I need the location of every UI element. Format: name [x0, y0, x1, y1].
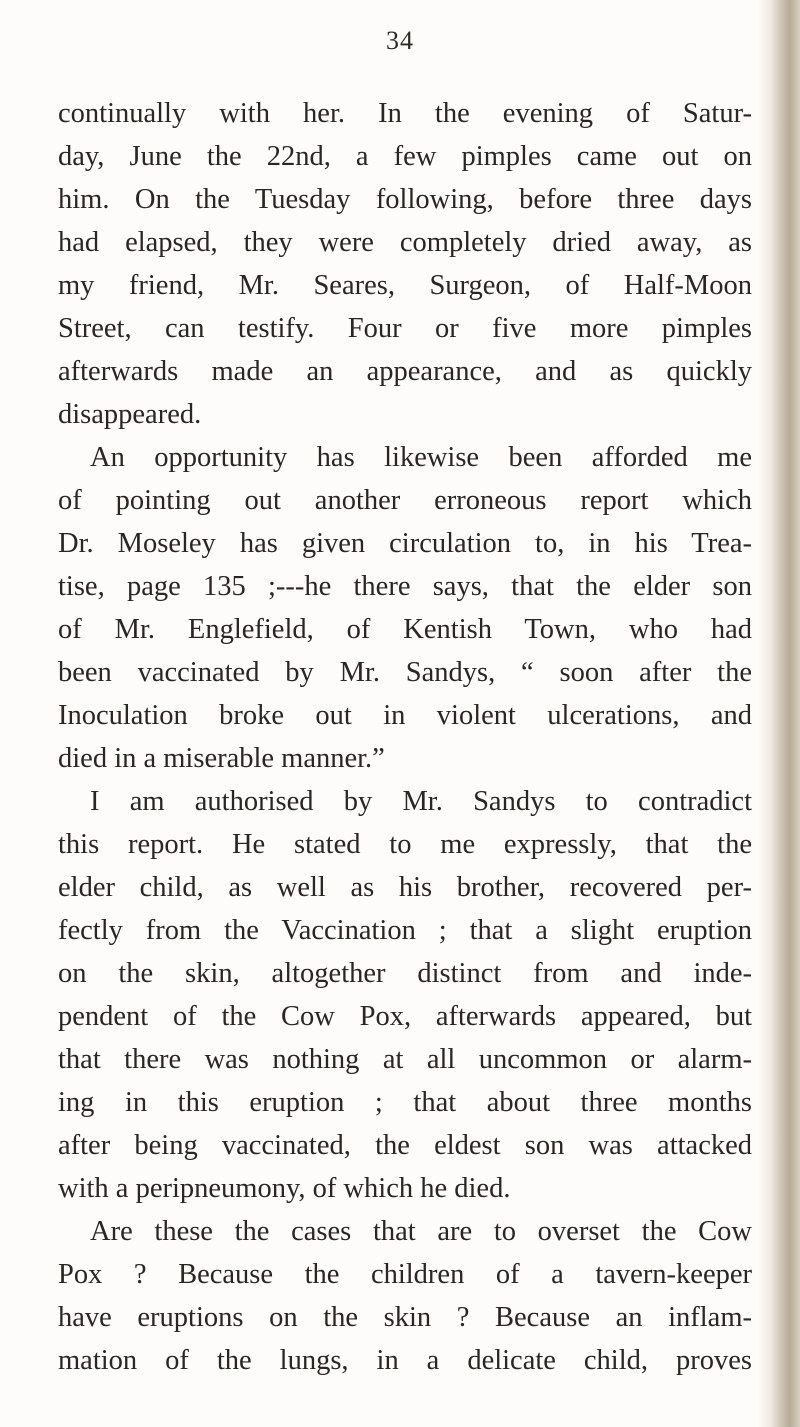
page-edge-shadow	[758, 0, 800, 1427]
text-line: An opportunity has likewise been afforded me	[90, 442, 752, 473]
page-number: 34	[386, 26, 414, 55]
text-line: on the skin, altogether distinct from and inde-	[58, 958, 752, 989]
text-line: of Mr. Englefield, of Kentish Town, who had	[58, 614, 752, 645]
text-line: Are these the cases that are to overset the Cow	[90, 1216, 752, 1247]
text-line: Inoculation broke out in violent ulcerations, and	[58, 700, 752, 731]
text-line: that there was nothing at all uncommon or alarm-	[58, 1044, 752, 1075]
text-line: tise, page 135 ;---he there says, that the elder son	[58, 571, 752, 602]
text-line: had elapsed, they were completely dried away, as	[58, 227, 752, 258]
text-line: of pointing out another erroneous report which	[58, 485, 752, 516]
text-line: this report. He stated to me expressly, that the	[58, 829, 752, 860]
body-text	[58, 92, 752, 1382]
text-line: ing in this eruption ; that about three months	[58, 1087, 752, 1118]
text-line: my friend, Mr. Seares, Surgeon, of Half-Moon	[58, 270, 752, 301]
text-line: pendent of the Cow Pox, afterwards appeared, but	[58, 1001, 752, 1032]
text-line: elder child, as well as his brother, recovered per-	[58, 872, 752, 903]
text-line: mation of the lungs, in a delicate child, proves	[58, 1345, 752, 1376]
text-line: died in a miserable manner.”	[58, 743, 385, 774]
text-line: with a peripneumony, of which he died.	[58, 1173, 511, 1204]
text-line: disappeared.	[58, 399, 202, 430]
text-line: Dr. Moseley has given circulation to, in his Trea-	[58, 528, 752, 559]
text-line: after being vaccinated, the eldest son was attacked	[58, 1130, 752, 1161]
text-line: afterwards made an appearance, and as quickly	[58, 356, 752, 387]
text-line: continually with her. In the evening of Satur-	[58, 98, 752, 129]
text-line: Pox ? Because the children of a tavern-keeper	[58, 1259, 752, 1290]
text-line: day, June the 22nd, a few pimples came out on	[58, 141, 752, 172]
text-line: have eruptions on the skin ? Because an inflam-	[58, 1302, 752, 1333]
text-line: fectly from the Vaccination ; that a slight eruption	[58, 915, 752, 946]
text-line: him. On the Tuesday following, before three days	[58, 184, 752, 215]
text-line: Street, can testify. Four or five more pimples	[58, 313, 752, 344]
text-line: I am authorised by Mr. Sandys to contradict	[90, 786, 752, 817]
text-line: been vaccinated by Mr. Sandys, “ soon after the	[58, 657, 752, 688]
